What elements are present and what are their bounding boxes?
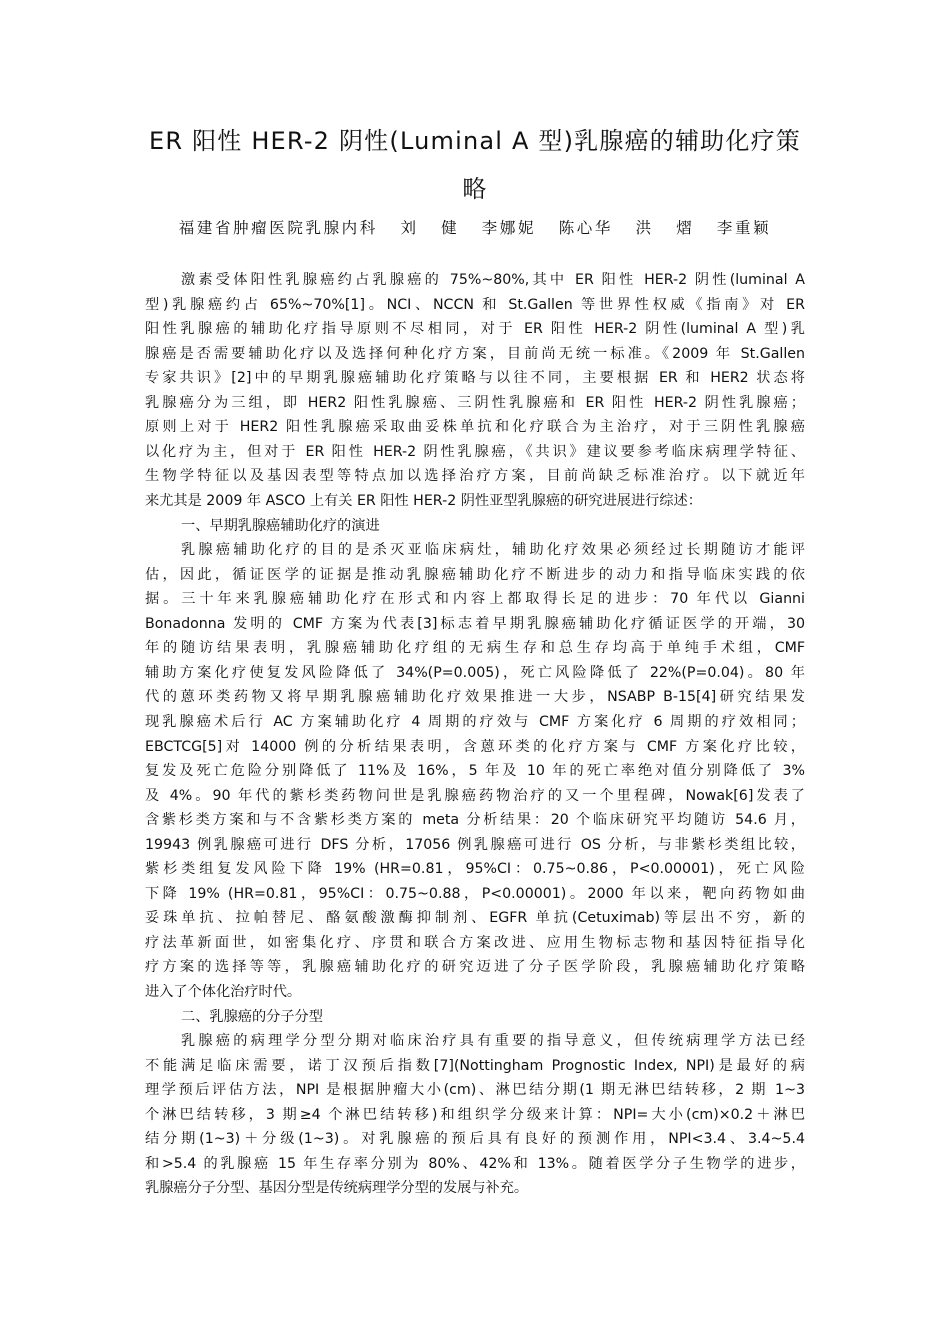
text-line: 年的随访结果表明，乳腺癌辅助化疗组的无病生存和总生存均高于单纯手术组，CMF: [145, 640, 805, 657]
author-affiliation-line: 福建省肿瘤医院乳腺内科 刘 健 李娜妮 陈心华 洪 熠 李重颖: [178, 219, 772, 237]
text-line: 现乳腺癌术后行 AC 方案辅助化疗 4 周期的疗效与 CMF 方案化疗 6 周期的疗效相同；: [145, 713, 805, 730]
text-line: 原则上对于 HER2 阳性乳腺癌采取曲妥株单抗和化疗联合为主治疗，对于三阴性乳腺癌: [145, 419, 805, 436]
text-line: 型)乳腺癌约占 65%~70%[1]。NCI、NCCN 和 St.Gallen 等世界性权威《指南》对 ER: [145, 296, 805, 313]
text-line: 19943 例乳腺癌可进行 DFS 分析，17056 例乳腺癌可进行 OS 分析，与非紫杉类组比较，: [145, 836, 805, 853]
text-line: 进入了个体化治疗时代。: [145, 984, 302, 1000]
text-line: 代的蒽环类药物又将早期乳腺癌辅助化疗效果推进一大步，NSABP B-15[4]研究结果发: [145, 689, 805, 706]
text-line: 生物学特征以及基因表型等特点加以选择治疗方案，目前尚缺乏标准治疗。以下就近年: [145, 468, 805, 485]
text-line: 不能满足临床需要，诺丁汉预后指数[7](Nottingham Prognostic Index, NPI)是最好的病: [145, 1057, 805, 1074]
text-line: 乳腺癌分子分型、基因分型是传统病理学分型的发展与补充。: [145, 1180, 529, 1197]
text-line: 及 4%。90 年代的紫杉类药物问世是乳腺癌药物治疗的又一个里程碑，Nowak[6]发表了: [145, 787, 805, 804]
paper-title-line-2: 略: [462, 175, 488, 203]
section-heading: 一、早期乳腺癌辅助化疗的演进: [181, 517, 380, 534]
text-line: 以化疗为主，但对于 ER 阳性 HER-2 阴性乳腺癌，《共识》建议要参考临床病理学特征、: [145, 443, 805, 460]
text-line: 下降 19% (HR=0.81，95%CI：0.75~0.88，P<0.00001)。2000 年以来，靶向药物如曲: [145, 885, 805, 902]
text-line: 乳腺癌辅助化疗的目的是杀灭亚临床病灶，辅助化疗效果必须经过长期随访才能评: [181, 542, 805, 558]
text-line: 辅助方案化疗使复发风险降低了 34%(P=0.005)，死亡风险降低了 22%(P=0.04)。80 年: [145, 664, 805, 681]
text-line: 疗法革新面世，如密集化疗、序贯和联合方案改进、应用生物标志物和基因特征指导化: [145, 934, 805, 951]
text-line: 理学预后评估方法，NPI 是根据肿瘤大小(cm)、淋巴结分期(1 期无淋巴结转移，2 期 1~3: [145, 1082, 805, 1099]
text-line: 阳性乳腺癌的辅助化疗指导原则不尽相同，对于 ER 阳性 HER-2 阴性(luminal A 型)乳: [145, 321, 805, 338]
text-line: Bonadonna 发明的 CMF 方案为代表[3]标志着早期乳腺癌辅助化疗循证医学的开端，30: [145, 615, 805, 632]
text-line: 个淋巴结转移，3 期≥4 个淋巴结转移)和组织学分级来计算：NPI=大小(cm)×0.2＋淋巴: [145, 1106, 805, 1123]
text-line: 腺癌是否需要辅助化疗以及选择何种化疗方案，目前尚无统一标准。《2009 年 St.Gallen: [145, 345, 805, 362]
text-line: 据。三十年来乳腺癌辅助化疗在形式和内容上都取得长足的进步：70 年代以 Gianni: [145, 591, 805, 608]
text-line: 妥珠单抗、拉帕替尼、酪氨酸激酶抑制剂、EGFR 单抗(Cetuximab)等层出不穷，新的: [145, 910, 805, 927]
text-line: 来尤其是 2009 年 ASCO 上有关 ER 阳性 HER-2 阴性亚型乳腺癌的研究进展进行综述：: [145, 493, 702, 509]
text-line: 激素受体阳性乳腺癌约占乳腺癌的 75%~80%,其中 ER 阳性 HER-2 阴性(luminal A: [181, 272, 805, 288]
text-line: 和>5.4 的乳腺癌 15 年生存率分别为 80%、42%和 13%。随着医学分子生物学的进步，: [145, 1155, 805, 1172]
text-line: 结分期(1~3)＋分级(1~3)。对乳腺癌的预后具有良好的预测作用，NPI<3.4、3.4~5.4: [145, 1131, 805, 1148]
text-line: 估，因此，循证医学的证据是推动乳腺癌辅助化疗不断进步的动力和指导临床实践的依: [145, 566, 805, 583]
text-line: 乳腺癌分为三组，即 HER2 阳性乳腺癌、三阴性乳腺癌和 ER 阳性 HER-2 阴性乳腺癌；: [145, 394, 805, 411]
text-line: 乳腺癌的病理学分型分期对临床治疗具有重要的指导意义，但传统病理学方法已经: [181, 1033, 805, 1050]
text-line: 含紫杉类方案和与不含紫杉类方案的 meta 分析结果：20 个临床研究平均随访 54.6 月，: [145, 812, 805, 829]
section-heading: 二、乳腺癌的分子分型: [181, 1008, 323, 1025]
text-line: 紫杉类组复发风险下降 19% (HR=0.81，95%CI：0.75~0.86，P<0.00001)，死亡风险: [145, 861, 805, 878]
paper-title-line-1: ER 阳性 HER-2 阴性(Luminal A 型)乳腺癌的辅助化疗策: [149, 127, 801, 155]
text-line: 复发及死亡危险分别降低了 11%及 16%，5 年及 10 年的死亡率绝对值分别降低了 3%: [145, 763, 805, 779]
text-line: 专家共识》[2]中的早期乳腺癌辅助化疗策略与以往不同，主要根据 ER 和 HER2 状态将: [145, 370, 805, 387]
text-line: EBCTCG[5]对 14000 例的分析结果表明，含蒽环类的化疗方案与 CMF 方案化疗比较，: [145, 738, 805, 755]
text-line: 疗方案的选择等等，乳腺癌辅助化疗的研究迈进了分子医学阶段，乳腺癌辅助化疗策略: [145, 959, 805, 976]
